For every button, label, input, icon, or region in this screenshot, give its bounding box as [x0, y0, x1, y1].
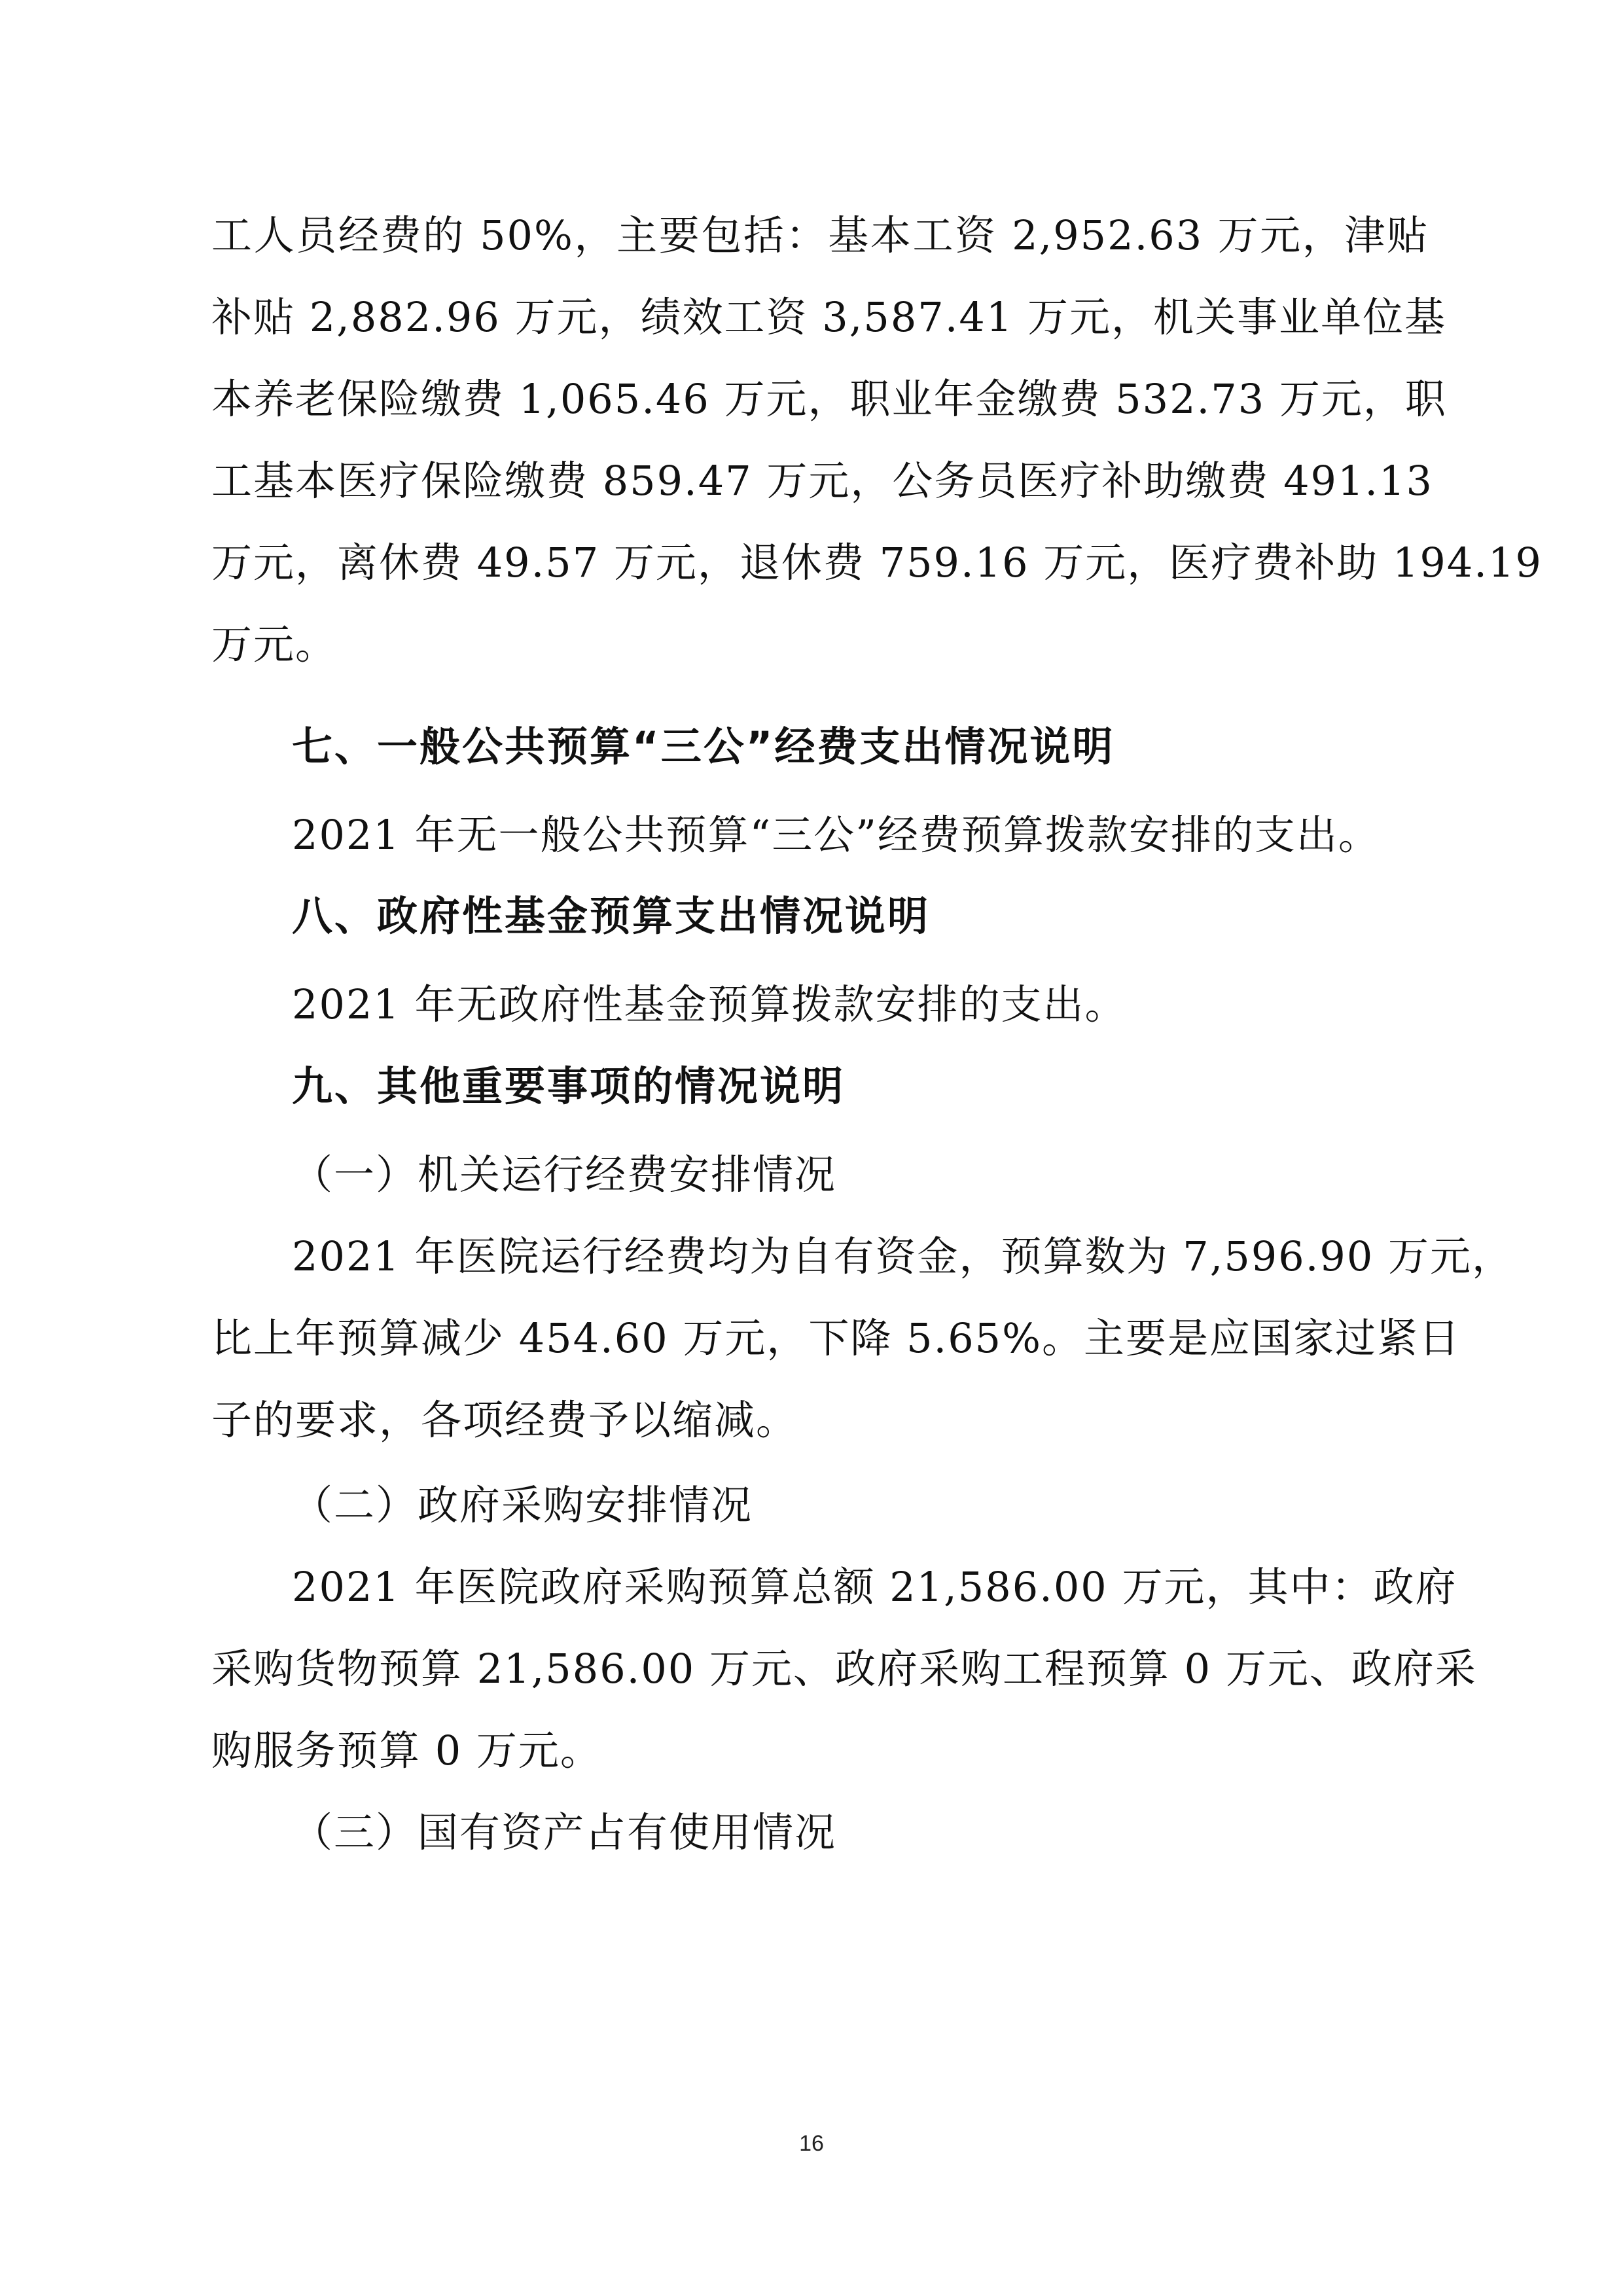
section-heading: 八、政府性基金预算支出情况说明: [292, 892, 931, 940]
subsection-heading: （三）国有资产占有使用情况: [292, 1808, 837, 1856]
paragraph-line: 子的要求，各项经费予以缩减。: [211, 1396, 798, 1444]
paragraph-line: 补贴 2,882.96 万元，绩效工资 3,587.41 万元，机关事业单位基: [211, 293, 1447, 341]
section-body: 2021 年无政府性基金预算拨款安排的支出。: [292, 980, 1127, 1028]
paragraph-line: 购服务预算 0 万元。: [211, 1727, 602, 1774]
paragraph-line: 采购货物预算 21,586.00 万元、政府采购工程预算 0 万元、政府采: [211, 1645, 1477, 1693]
paragraph-line: 2021 年医院运行经费均为自有资金，预算数为 7,596.90 万元，: [292, 1232, 1514, 1280]
paragraph-line: 万元，离休费 49.57 万元，退休费 759.16 万元，医疗费补助 194.19: [211, 539, 1543, 586]
paragraph-line: 万元。: [211, 620, 338, 668]
paragraph-line: 本养老保险缴费 1,065.46 万元，职业年金缴费 532.73 万元，职: [211, 375, 1447, 423]
page-number: 16: [799, 2131, 824, 2156]
paragraph-line: 比上年预算减少 454.60 万元，下降 5.65%。主要是应国家过紧日: [211, 1314, 1461, 1362]
subsection-heading: （一）机关运行经费安排情况: [292, 1151, 837, 1198]
section-heading: 九、其他重要事项的情况说明: [292, 1062, 846, 1110]
section-body: 2021 年无一般公共预算“三公”经费预算拨款安排的支出。: [292, 811, 1380, 859]
paragraph-line: 工基本医疗保险缴费 859.47 万元，公务员医疗补助缴费 491.13: [211, 457, 1434, 505]
paragraph-line: 工人员经费的 50%，主要包括：基本工资 2,952.63 万元，津贴: [211, 211, 1429, 259]
section-heading: 七、一般公共预算“三公”经费支出情况说明: [292, 723, 1115, 770]
subsection-heading: （二）政府采购安排情况: [292, 1481, 753, 1529]
paragraph-line: 2021 年医院政府采购预算总额 21,586.00 万元，其中：政府: [292, 1563, 1457, 1611]
